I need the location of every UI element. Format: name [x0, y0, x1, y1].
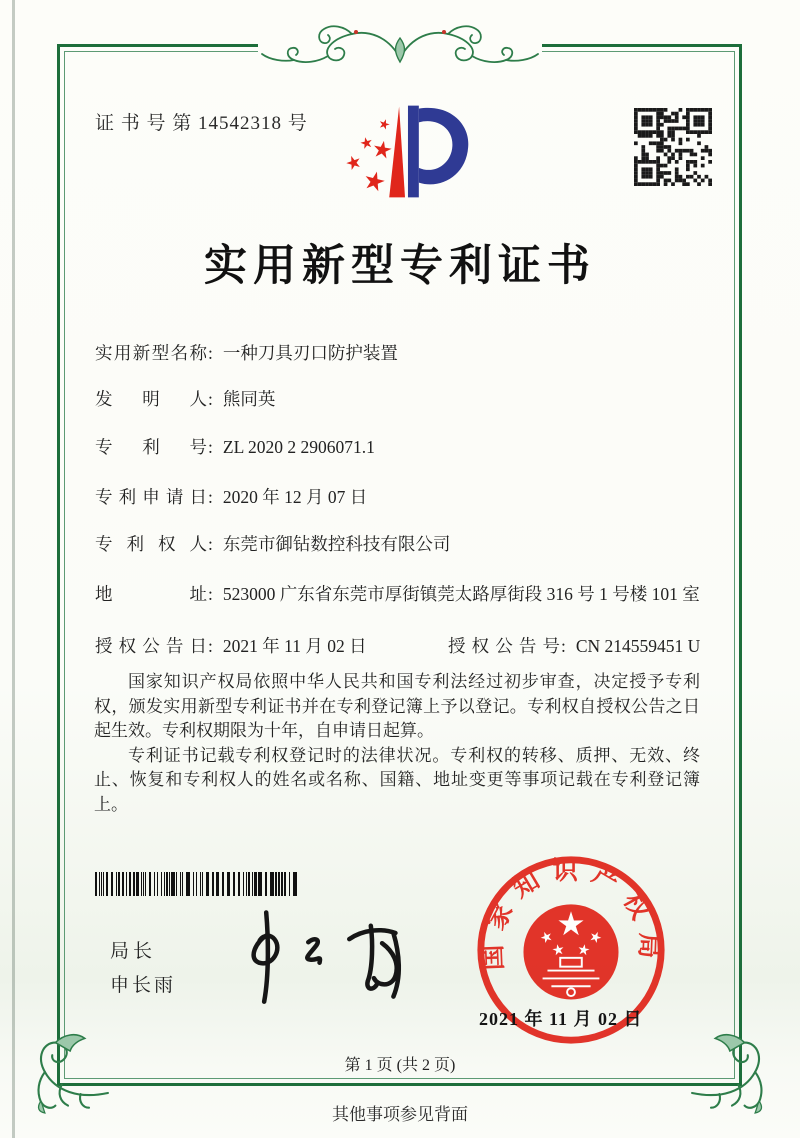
field-row-grant [95, 633, 710, 658]
barcode [95, 872, 303, 896]
field-value: 东莞市御钻数控科技有限公司 [222, 534, 451, 554]
field-value: 523000 广东省东莞市厚街镇莞太路厚街段 316 号 1 号楼 101 室 [222, 584, 700, 604]
field-row-filing-date [95, 484, 710, 509]
field-colon: : [208, 584, 213, 604]
qr-code [634, 108, 712, 186]
field-label: 授权公告日 [95, 636, 207, 656]
field-value: 2020 年 12 月 07 日 [222, 487, 368, 507]
field-colon: : [208, 389, 213, 409]
field-label: 发明人 [95, 389, 207, 409]
field-label: 专利申请日 [95, 487, 207, 507]
signature-shen-changyu-icon [218, 900, 418, 1008]
field-value: 一种刀具刃口防护装置 [222, 343, 398, 363]
certificate-title: 实用新型专利证书 [204, 243, 596, 290]
back-note: 其他事项参见背面 [332, 1105, 468, 1124]
field-value: 熊同英 [222, 389, 276, 409]
field-row-inventor [95, 386, 710, 411]
field-value: ZL 2020 2 2906071.1 [222, 437, 375, 457]
top-border-ornament-icon [258, 22, 542, 72]
seal-date: 2021 年 11 月 02 日 [479, 1009, 643, 1029]
scan-edge-shadow [12, 0, 15, 1138]
field-label: 专利号 [95, 437, 207, 457]
page-number: 第 1 页 (共 2 页) [344, 1057, 456, 1074]
field-label: 实用新型名称 [95, 343, 207, 363]
signer-title-label: 局长 [110, 941, 157, 962]
field-row-patentee [95, 531, 710, 556]
legal-paragraph-1: 国家知识产权局依照中华人民共和国专利法经过初步审查，决定授予专利权，颁发实用新型专利证书并在专利登记簿上予以登记。专利权自授权公告之日起生效。专利权期限为十年，自申请日起算。 [94, 672, 700, 740]
field-value: CN 214559451 U [575, 636, 701, 656]
signer-name: 申长雨 [110, 975, 177, 996]
field-colon: : [208, 487, 213, 507]
field-label: 地址 [95, 584, 207, 604]
field-row-name [95, 340, 710, 365]
field-colon: : [208, 343, 213, 363]
legal-paragraph-2: 专利证书记载专利权登记时的法律状况。专利权的转移、质押、无效、终止、恢复和专利权人的姓名或名称、国籍、地址变更等事项记载在专利登记簿上。 [94, 745, 700, 814]
certificate-number: 证 书 号 第 14542318 号 [95, 113, 308, 134]
cnipa-logo-icon [332, 94, 480, 214]
national-emblem-icon [525, 906, 617, 998]
seal-text: 国家知识产权局 [477, 855, 665, 971]
legal-text [94, 670, 700, 817]
field-colon: : [208, 636, 213, 656]
field-colon: : [208, 437, 213, 457]
field-row-patent-no [95, 434, 710, 459]
field-row-address [95, 581, 710, 606]
field-label: 专利权人 [95, 534, 207, 554]
field-label: 授权公告号 [448, 636, 560, 656]
field-colon: : [208, 534, 213, 554]
field-grant-no [448, 633, 708, 658]
field-value: 2021 年 11 月 02 日 [222, 636, 367, 656]
field-colon: : [561, 636, 566, 656]
